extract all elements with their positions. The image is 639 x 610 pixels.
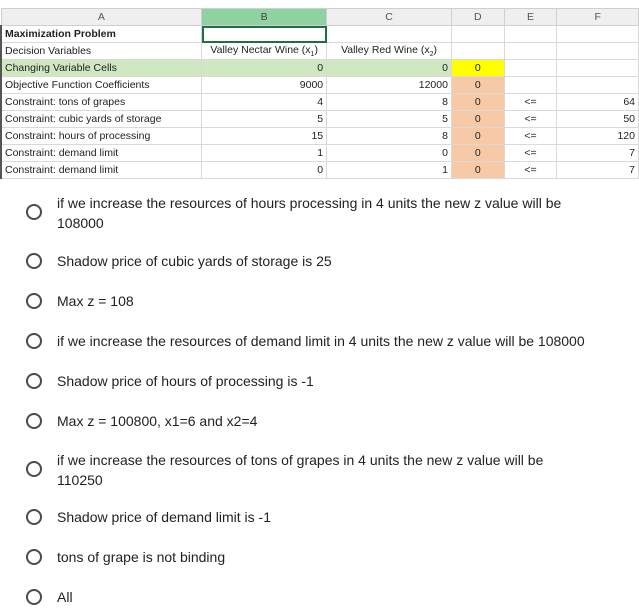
cell-e-value[interactable]: <= [504, 162, 557, 179]
cell-c-value[interactable]: 12000 [327, 77, 452, 94]
radio-button[interactable] [26, 413, 42, 429]
answer-option[interactable] [26, 331, 637, 351]
cell-f-value[interactable]: 64 [557, 94, 639, 111]
var1-name: Valley Nectar Wine (x [210, 43, 311, 56]
sheet-row-constraint-processing [1, 128, 639, 145]
option-label: Shadow price of hours of processing is -1 [57, 373, 314, 389]
answer-option[interactable] [26, 251, 597, 271]
radio-button[interactable] [26, 509, 42, 525]
column-header-d[interactable]: D [451, 9, 504, 26]
answer-option[interactable] [26, 507, 597, 527]
answer-option[interactable] [26, 291, 597, 311]
cell-empty[interactable] [451, 43, 504, 60]
radio-button[interactable] [26, 373, 42, 389]
cell-f-value[interactable]: 50 [557, 111, 639, 128]
cell-f-value[interactable] [557, 77, 639, 94]
option-label: Shadow price of cubic yards of storage is 25 [57, 253, 332, 269]
option-label: Max z = 100800, x1=6 and x2=4 [57, 413, 258, 429]
radio-button[interactable] [26, 549, 42, 565]
option-label: All [57, 589, 73, 605]
answer-option[interactable] [26, 587, 597, 607]
radio-button[interactable] [26, 333, 42, 349]
answer-option[interactable] [26, 371, 597, 391]
answer-option[interactable] [26, 450, 577, 490]
cell-e-value[interactable]: <= [504, 94, 557, 111]
column-header-f[interactable]: F [557, 9, 639, 26]
cell-f-value[interactable]: 7 [557, 145, 639, 162]
cell-decision-label[interactable]: Decision Variables [1, 43, 202, 60]
cell-e-value[interactable]: <= [504, 128, 557, 145]
cell-e-value[interactable]: <= [504, 111, 557, 128]
cell-empty[interactable] [451, 26, 504, 43]
radio-button[interactable] [26, 204, 42, 220]
sheet-row-constraint-storage [1, 111, 639, 128]
column-header-a[interactable]: A [1, 9, 202, 26]
option-label: Shadow price of demand limit is -1 [57, 509, 271, 525]
option-label: if we increase the resources of tons of grapes in 4 units the new z value will be 110250 [57, 452, 544, 488]
spreadsheet [0, 8, 639, 179]
column-header-row [1, 9, 639, 26]
cell-empty[interactable] [504, 43, 557, 60]
answer-option[interactable] [26, 411, 597, 431]
sheet-row-changing [1, 60, 639, 77]
cell-b-value[interactable]: 4 [202, 94, 327, 111]
cell-f-value[interactable]: 120 [557, 128, 639, 145]
selected-cell-b2[interactable] [202, 26, 327, 43]
cell-b-value[interactable]: 1 [202, 145, 327, 162]
cell-var2-name[interactable] [327, 43, 452, 60]
answer-option[interactable] [26, 547, 597, 567]
cell-b-value[interactable]: 9000 [202, 77, 327, 94]
cell-d-value[interactable]: 0 [451, 111, 504, 128]
radio-button[interactable] [26, 589, 42, 605]
option-label: Max z = 108 [57, 293, 134, 309]
cell-c-value[interactable]: 0 [327, 145, 452, 162]
sheet-row-title [1, 26, 639, 43]
cell-e-value[interactable]: <= [504, 145, 557, 162]
cell-empty[interactable] [557, 26, 639, 43]
cell-d-value[interactable]: 0 [451, 128, 504, 145]
column-header-e[interactable]: E [504, 9, 557, 26]
radio-button[interactable] [26, 253, 42, 269]
cell-d-value[interactable]: 0 [451, 94, 504, 111]
cell-c-value[interactable]: 1 [327, 162, 452, 179]
option-label: if we increase the resources of demand limit in 4 units the new z value will be 108000 [57, 333, 585, 349]
cell-title[interactable]: Maximization Problem [1, 26, 202, 43]
sheet-row-constraint-grapes [1, 94, 639, 111]
option-label: tons of grape is not binding [57, 549, 226, 565]
cell-empty[interactable] [557, 43, 639, 60]
cell-d-value[interactable]: 0 [451, 145, 504, 162]
cell-b-value[interactable]: 0 [202, 60, 327, 77]
cell-row-label[interactable]: Constraint: demand limit [1, 145, 202, 162]
var2-sub: 2 [429, 51, 434, 59]
cell-b-value[interactable]: 5 [202, 111, 327, 128]
cell-row-label[interactable]: Objective Function Coefficients [1, 77, 202, 94]
option-label: if we increase the resources of hours processing in 4 units the new z value will be 108000 [57, 195, 562, 231]
cell-c-value[interactable]: 8 [327, 128, 452, 145]
var1-sub: 1 [310, 51, 315, 59]
cell-row-label[interactable]: Constraint: demand limit [1, 162, 202, 179]
cell-c-value[interactable]: 8 [327, 94, 452, 111]
column-header-b[interactable]: B [202, 9, 327, 26]
cell-d-value[interactable]: 0 [451, 77, 504, 94]
sheet-row-constraint-demand-1 [1, 145, 639, 162]
cell-row-label[interactable]: Constraint: tons of grapes [1, 94, 202, 111]
cell-empty[interactable] [504, 26, 557, 43]
answer-option[interactable] [26, 193, 597, 233]
cell-c-value[interactable]: 0 [327, 60, 452, 77]
cell-b-value[interactable]: 15 [202, 128, 327, 145]
radio-button[interactable] [26, 461, 42, 477]
sheet-row-objective [1, 77, 639, 94]
radio-button[interactable] [26, 293, 42, 309]
var2-close: ) [433, 43, 437, 56]
sheet-row-decision [1, 43, 639, 60]
cell-empty[interactable] [327, 26, 452, 43]
cell-row-label[interactable]: Changing Variable Cells [1, 60, 202, 77]
var1-close: ) [314, 43, 318, 56]
cell-d-value[interactable]: 0 [451, 162, 504, 179]
cell-row-label[interactable]: Constraint: cubic yards of storage [1, 111, 202, 128]
cell-f-value[interactable] [557, 60, 639, 77]
cell-f-value[interactable]: 7 [557, 162, 639, 179]
cell-c-value[interactable]: 5 [327, 111, 452, 128]
cell-e-value[interactable] [504, 60, 557, 77]
column-header-c[interactable]: C [327, 9, 452, 26]
cell-e-value[interactable] [504, 77, 557, 94]
var2-name: Valley Red Wine (x [341, 43, 430, 56]
sheet-row-constraint-demand-2 [1, 162, 639, 179]
cell-b-value[interactable]: 0 [202, 162, 327, 179]
cell-var1-name[interactable] [202, 43, 327, 60]
cell-d-value[interactable]: 0 [451, 60, 504, 77]
cell-row-label[interactable]: Constraint: hours of processing [1, 128, 202, 145]
